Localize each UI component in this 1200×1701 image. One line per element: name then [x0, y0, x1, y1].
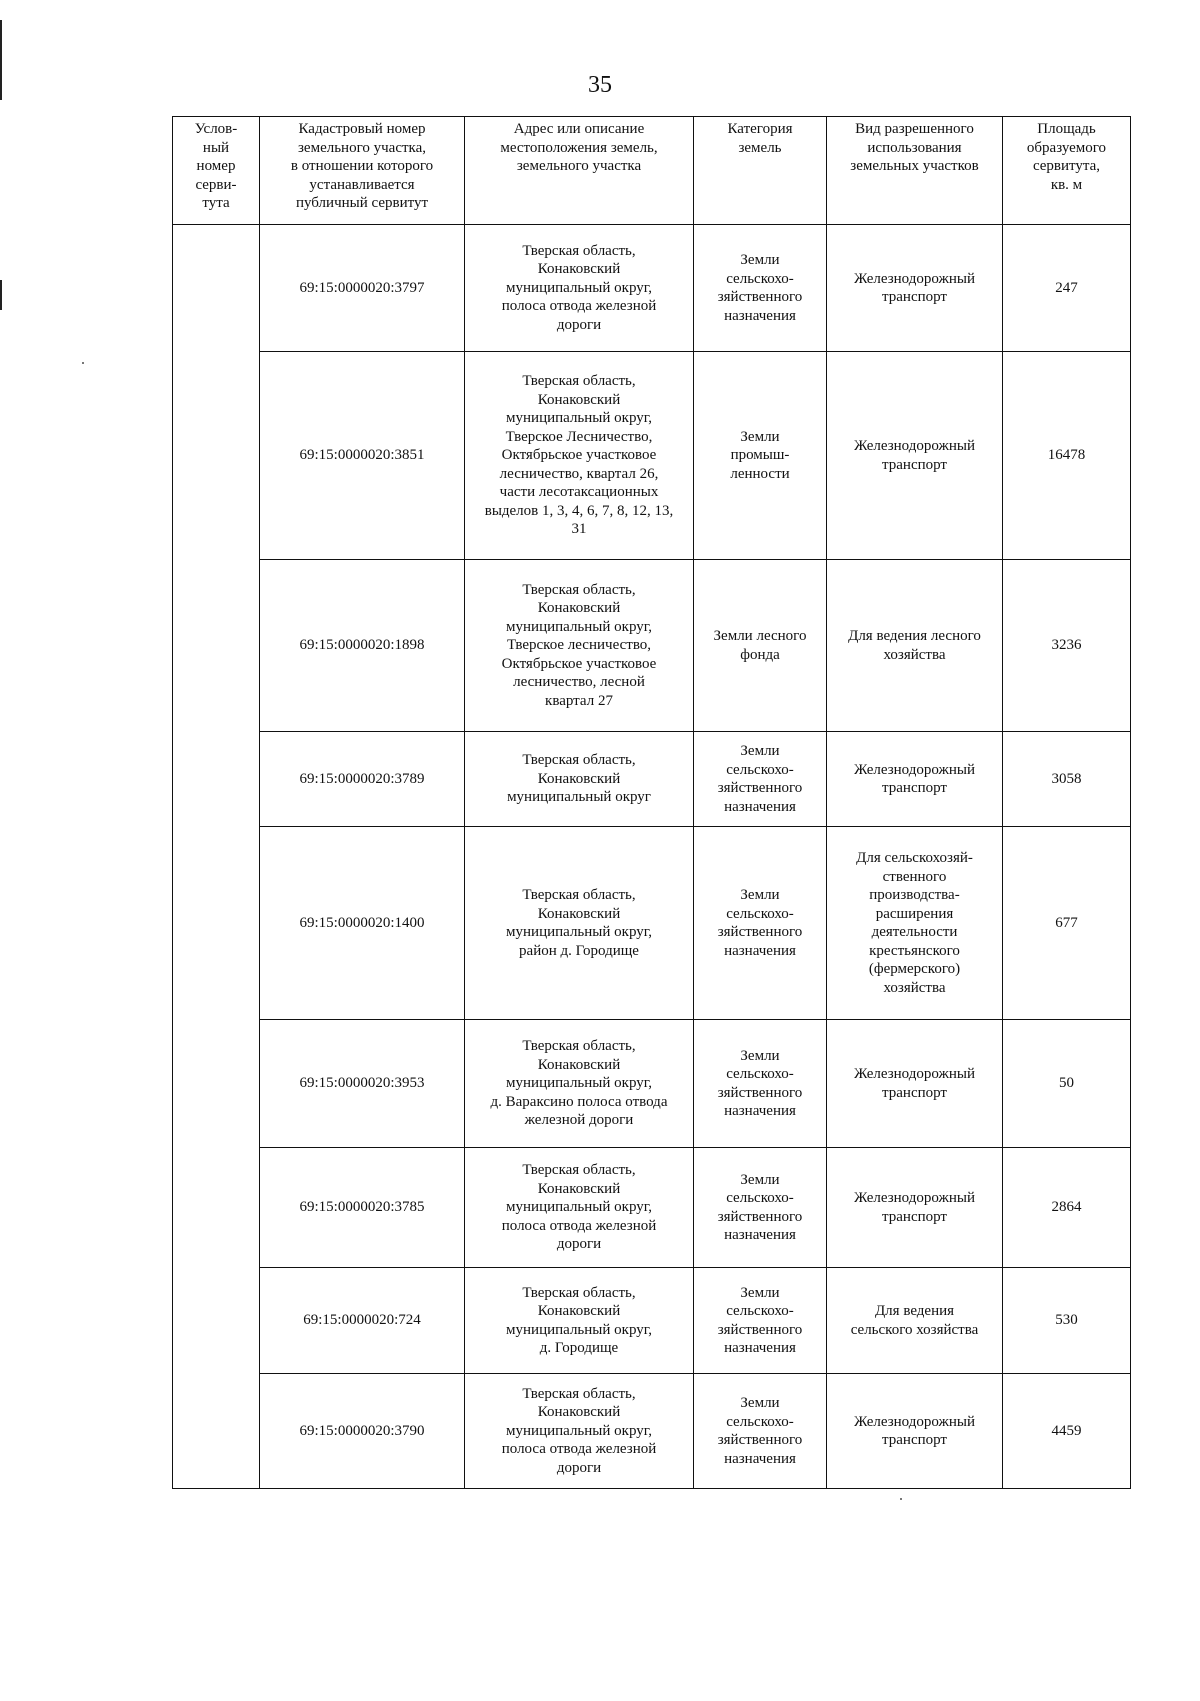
table-row: [173, 352, 1131, 560]
cadastral-number-cell: 69:15:0000020:3851: [260, 352, 465, 560]
header-area: Площадь образуемого сервитута, кв. м: [1003, 117, 1131, 225]
permitted-use-cell: Для сельскохозяй- ственного производства- расширения деятельности крестьянского (фермерского) хозяйства: [827, 827, 1003, 1020]
area-cell: 677: [1003, 827, 1131, 1020]
permitted-use-cell: Железнодорожный транспорт: [827, 1148, 1003, 1268]
table-row: [173, 732, 1131, 827]
permitted-use-cell: Железнодорожный транспорт: [827, 1020, 1003, 1148]
table-row: [173, 1268, 1131, 1374]
table-header-row: [173, 117, 1131, 225]
permitted-use-cell: Для ведения сельского хозяйства: [827, 1268, 1003, 1374]
table-row: [173, 1374, 1131, 1489]
address-cell: Тверская область, Конаковский муниципальный округ, д. Городище: [465, 1268, 694, 1374]
table-row: [173, 827, 1131, 1020]
header-servitude-number: Услов- ный номер серви- тута: [173, 117, 260, 225]
address-cell: Тверская область, Конаковский муниципальный округ, д. Вараксино полоса отвода железной дороги: [465, 1020, 694, 1148]
permitted-use-cell: Железнодорожный транспорт: [827, 1374, 1003, 1489]
land-category-cell: Земли сельскохо- зяйственного назначения: [694, 732, 827, 827]
cadastral-number-cell: 69:15:0000020:724: [260, 1268, 465, 1374]
cadastral-number-cell: 69:15:0000020:3785: [260, 1148, 465, 1268]
address-cell: Тверская область, Конаковский муниципальный округ, полоса отвода железной дороги: [465, 1374, 694, 1489]
cadastral-number-cell: 69:15:0000020:3797: [260, 225, 465, 352]
scan-speck: [82, 362, 84, 364]
area-cell: 16478: [1003, 352, 1131, 560]
page-number: 35: [588, 72, 612, 98]
address-cell: Тверская область, Конаковский муниципальный округ, район д. Городище: [465, 827, 694, 1020]
land-category-cell: Земли сельскохо- зяйственного назначения: [694, 1148, 827, 1268]
address-cell: Тверская область, Конаковский муниципальный округ, Тверское Лесничество, Октябрьское участковое лесничество, квартал 26, части лесотаксационных выделов 1, 3, 4, 6, 7, 8, 12, 13, 31: [465, 352, 694, 560]
permitted-use-cell: Железнодорожный транспорт: [827, 352, 1003, 560]
cadastral-number-cell: 69:15:0000020:3789: [260, 732, 465, 827]
area-cell: 247: [1003, 225, 1131, 352]
land-category-cell: Земли лесного фонда: [694, 560, 827, 732]
table-body: [173, 225, 1131, 1489]
land-category-cell: Земли сельскохо- зяйственного назначения: [694, 225, 827, 352]
table-row: [173, 1020, 1131, 1148]
servitude-table: [172, 116, 1131, 1489]
address-cell: Тверская область, Конаковский муниципальный округ: [465, 732, 694, 827]
area-cell: 3236: [1003, 560, 1131, 732]
area-cell: 4459: [1003, 1374, 1131, 1489]
land-category-cell: Земли сельскохо- зяйственного назначения: [694, 1020, 827, 1148]
permitted-use-cell: Для ведения лесного хозяйства: [827, 560, 1003, 732]
servitude-number-cell: [173, 225, 260, 1489]
scan-edge-mark: [0, 280, 2, 310]
cadastral-number-cell: 69:15:0000020:1898: [260, 560, 465, 732]
header-cadastral-number: Кадастровый номер земельного участка, в отношении которого устанавливается публичный сервитут: [260, 117, 465, 225]
header-address: Адрес или описание местоположения земель, земельного участка: [465, 117, 694, 225]
address-cell: Тверская область, Конаковский муниципальный округ, полоса отвода железной дороги: [465, 225, 694, 352]
permitted-use-cell: Железнодорожный транспорт: [827, 225, 1003, 352]
land-category-cell: Земли сельскохо- зяйственного назначения: [694, 827, 827, 1020]
area-cell: 530: [1003, 1268, 1131, 1374]
table-row: [173, 560, 1131, 732]
land-category-cell: Земли промыш- ленности: [694, 352, 827, 560]
address-cell: Тверская область, Конаковский муниципальный округ, полоса отвода железной дороги: [465, 1148, 694, 1268]
header-land-category: Категория земель: [694, 117, 827, 225]
scan-speck: [900, 1498, 902, 1500]
area-cell: 3058: [1003, 732, 1131, 827]
area-cell: 2864: [1003, 1148, 1131, 1268]
land-category-cell: Земли сельскохо- зяйственного назначения: [694, 1268, 827, 1374]
header-permitted-use: Вид разрешенного использования земельных участков: [827, 117, 1003, 225]
area-cell: 50: [1003, 1020, 1131, 1148]
cadastral-number-cell: 69:15:0000020:3790: [260, 1374, 465, 1489]
table-row: [173, 225, 1131, 352]
land-category-cell: Земли сельскохо- зяйственного назначения: [694, 1374, 827, 1489]
permitted-use-cell: Железнодорожный транспорт: [827, 732, 1003, 827]
cadastral-number-cell: 69:15:0000020:1400: [260, 827, 465, 1020]
address-cell: Тверская область, Конаковский муниципальный округ, Тверское лесничество, Октябрьское участковое лесничество, лесной квартал 27: [465, 560, 694, 732]
table-row: [173, 1148, 1131, 1268]
cadastral-number-cell: 69:15:0000020:3953: [260, 1020, 465, 1148]
